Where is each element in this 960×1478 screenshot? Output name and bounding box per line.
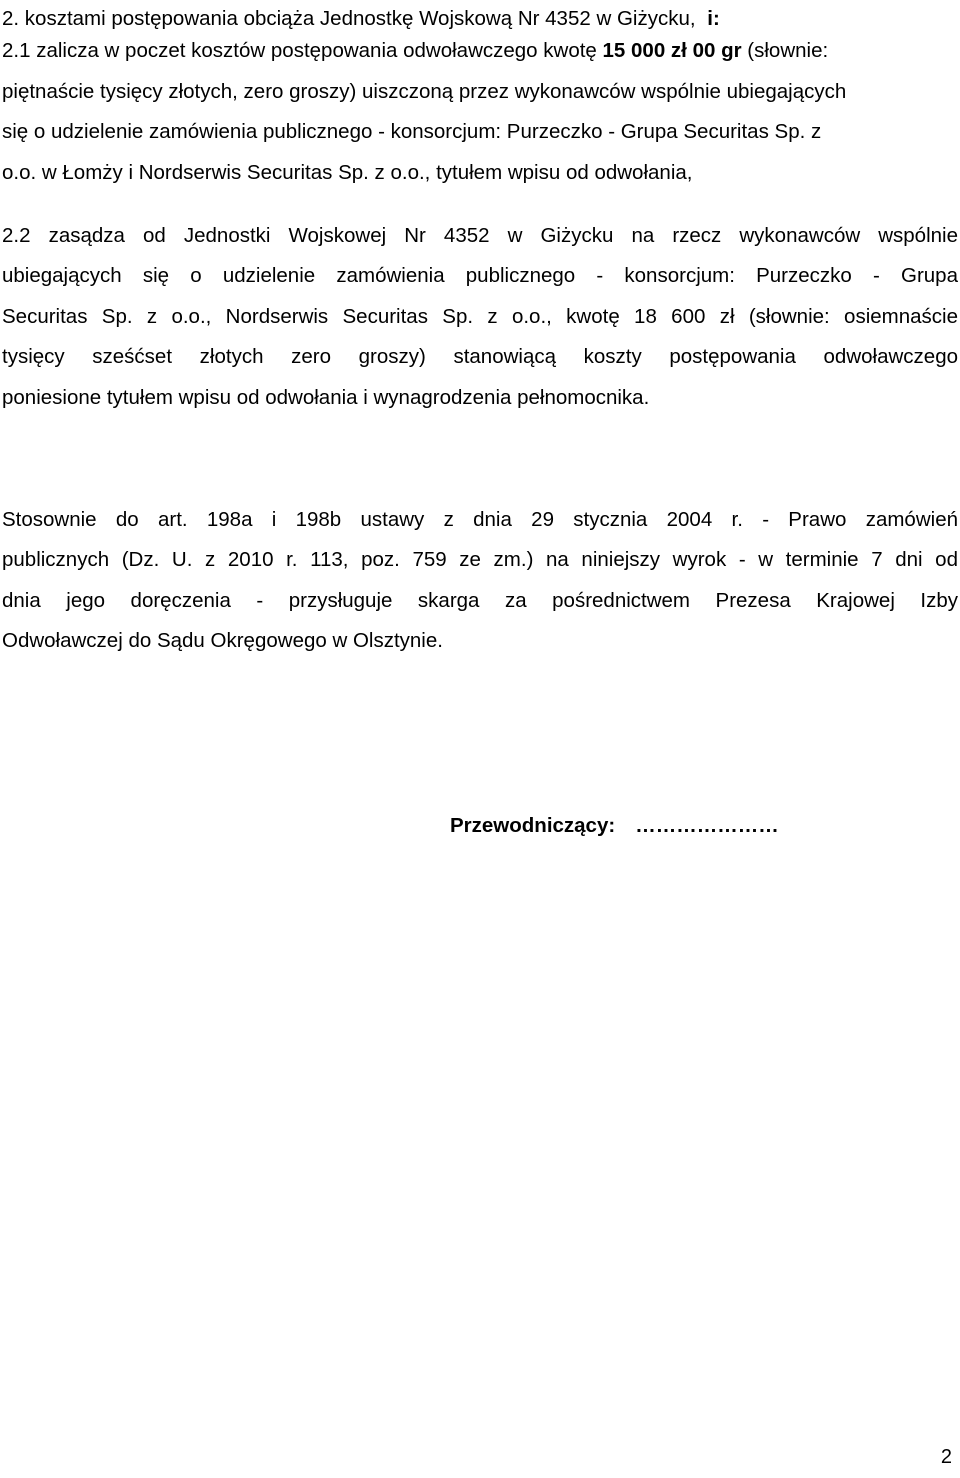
clause-2-1-text: 2.1 zalicza w poczet kosztów postępowania odwoławczego kwotę — [2, 39, 597, 62]
amount-bold: 15 000 zł 00 gr — [602, 39, 742, 62]
paragraph-appeal-line-2: publicznych (Dz. U. z 2010 r. 113, poz. 759 ze zm.) na niniejszy wyrok - w terminie 7 dni od — [2, 548, 958, 571]
signature-block — [450, 806, 779, 847]
paragraph-appeal-line-4: Odwoławczej do Sądu Okręgowego w Olsztynie. — [2, 629, 443, 652]
paragraph-2-1-line-4: o.o. w Łomży i Nordserwis Securitas Sp. z o.o., tytułem wpisu od odwołania, — [2, 161, 693, 184]
clause-2-1-words-label: (słownie: — [747, 39, 829, 62]
costs-intro-suffix: i: — [707, 7, 720, 30]
paragraph-2-1-line-3: się o udzielenie zamówienia publicznego - konsorcjum: Purzeczko - Grupa Securitas Sp. z — [2, 120, 822, 143]
paragraph-2-2-line-5: poniesione tytułem wpisu od odwołania i wynagrodzenia pełnomocnika. — [2, 386, 650, 409]
signature-label: Przewodniczący: — [450, 814, 616, 837]
paragraph-2-1-line-2: piętnaście tysięcy złotych, zero groszy) uiszczoną przez wykonawców wspólnie ubiegających — [2, 80, 847, 103]
paragraph-appeal-line-3: dnia jego doręczenia - przysługuje skarga za pośrednictwem Prezesa Krajowej Izby — [2, 589, 958, 612]
paragraph-2-2-line-1: 2.2 zasądza od Jednostki Wojskowej Nr 4352 w Giżycku na rzecz wykonawców wspólnie — [2, 224, 958, 247]
page-number: 2 — [940, 1446, 952, 1468]
paragraph-2-2-line-2: ubiegających się o udzielenie zamówienia publicznego - konsorcjum: Purzeczko - Grupa — [2, 264, 958, 287]
paragraph-2-1-line-1 — [2, 31, 828, 72]
paragraph-2-2-line-3: Securitas Sp. z o.o., Nordserwis Securitas Sp. z o.o., kwotę 18 600 zł (słownie: osiemnaście — [2, 305, 958, 328]
paragraph-2-2-line-4: tysięcy sześćset złotych zero groszy) stanowiącą koszty postępowania odwoławczego — [2, 345, 958, 368]
costs-intro-text: 2. kosztami postępowania obciąża Jednostkę Wojskową Nr 4352 w Giżycku, — [2, 7, 696, 30]
paragraph-appeal-line-1: Stosownie do art. 198a i 198b ustawy z dnia 29 stycznia 2004 r. - Prawo zamówień — [2, 508, 958, 531]
signature-dots: ………………… — [635, 814, 779, 837]
